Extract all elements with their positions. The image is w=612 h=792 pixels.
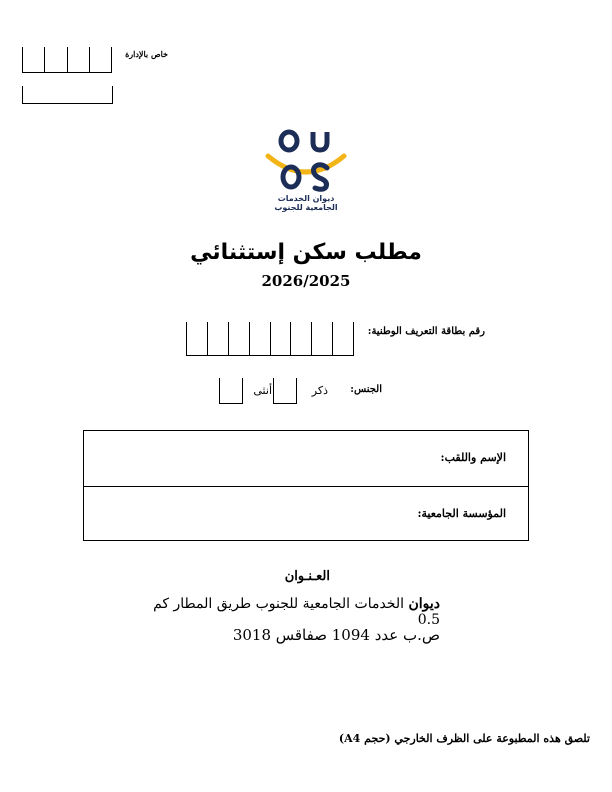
logo-text [260, 194, 352, 212]
institution-row[interactable] [84, 486, 528, 542]
id-digit-box[interactable] [311, 322, 332, 355]
id-digit-box[interactable] [332, 322, 353, 355]
name-row[interactable] [84, 431, 528, 486]
address-line1 [150, 596, 440, 628]
institution-label: المؤسسة الجامعية: [417, 507, 506, 520]
admin-box[interactable] [44, 47, 66, 72]
address-line1-bold: ديوان [408, 596, 440, 612]
gender-label: الجنس: [350, 384, 382, 395]
name-label: الإسم واللقب: [440, 451, 506, 464]
female-checkbox[interactable] [219, 378, 243, 404]
male-label: ذكر [311, 384, 328, 397]
address-line1-rest: الخدمات الجامعية للجنوب طريق المطار كم 0.5 [153, 596, 440, 628]
form-year: 2026/2025 [261, 272, 351, 290]
id-digit-box[interactable] [249, 322, 270, 355]
id-digit-box[interactable] [187, 322, 207, 355]
id-card-boxes[interactable] [186, 322, 354, 356]
admin-box[interactable] [89, 47, 111, 72]
info-table [83, 430, 529, 541]
admin-box[interactable] [67, 47, 89, 72]
admin-label: خاص بالإدارة [125, 49, 168, 59]
address-line2: ص.ب عدد 1094 صفاقس 3018 [232, 626, 440, 644]
id-digit-box[interactable] [207, 322, 228, 355]
address-heading: العـنـوان [284, 569, 330, 584]
id-digit-box[interactable] [290, 322, 311, 355]
id-digit-box[interactable] [270, 322, 291, 355]
id-card-label: رقم بطاقة التعريف الوطنية: [367, 326, 485, 337]
logo-text-line1: ديوان الخدمات [277, 194, 335, 203]
admin-box[interactable] [23, 47, 44, 72]
female-label: أنثى [253, 384, 272, 397]
admin-code-boxes[interactable] [22, 47, 112, 73]
admin-extra-box[interactable] [22, 86, 113, 104]
id-digit-box[interactable] [228, 322, 249, 355]
logo-text-line2: الجامعية للجنوب [274, 203, 338, 212]
form-title: مطلب سكن إستثنائي [190, 240, 422, 265]
footer-note: تلصق هذه المطبوعة على الظرف الخارجي (حجم A4) [338, 732, 590, 745]
male-checkbox[interactable] [273, 378, 297, 404]
